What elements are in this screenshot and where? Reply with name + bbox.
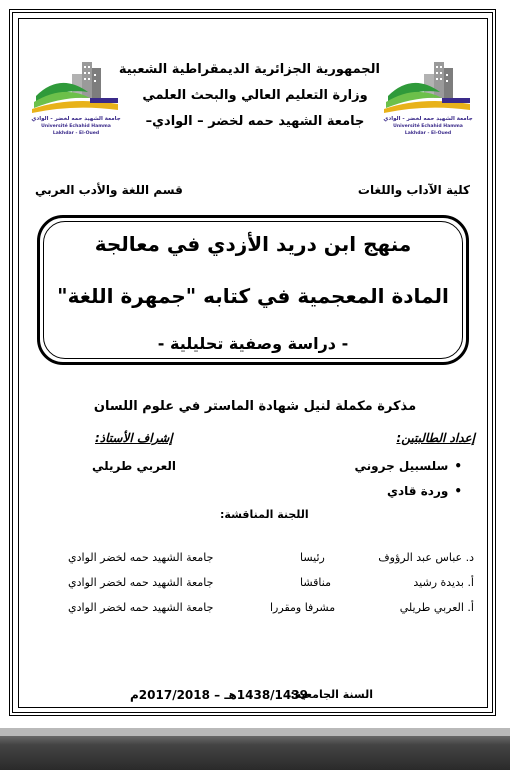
committee-member-institution: جامعة الشهيد حمه لخضر الوادي <box>68 551 214 564</box>
student-name-1: • سلسبيل جروني <box>355 459 463 473</box>
supervisor-name: العربي طريلي <box>92 459 176 473</box>
logo-caption-ar: جامعة الشهيد حمه لخضر - الوادي <box>383 116 473 122</box>
university-logo-right <box>382 52 474 136</box>
academic-year-value: 1438/1439هـ – 2017/2018م <box>130 688 308 702</box>
university-emblem-icon <box>382 52 474 114</box>
university-emblem-icon <box>30 52 122 114</box>
committee-member-name: أ. العربي طريلي <box>399 601 474 614</box>
university-logo-left <box>30 52 122 136</box>
student-name-2: • وردة قادي <box>387 484 462 498</box>
logo-caption-fr: Université Echahid Hamma Lakhdar - El-Oued <box>41 124 111 136</box>
country-name: الجمهورية الجزائرية الديمقراطية الشعبية <box>118 62 380 77</box>
academic-year-label: السنة الجامعية: <box>290 688 373 701</box>
thesis-title-line2: المادة المعجمية في كتابه "جمهرة اللغة" <box>57 284 449 308</box>
committee-label: اللجنة المناقشة: <box>220 508 309 521</box>
faculty-name: كلية الآداب واللغات <box>357 183 470 197</box>
committee-member-institution: جامعة الشهيد حمه لخضر الوادي <box>68 576 214 589</box>
supervisor-label: إشراف الأستاذ: <box>95 431 173 445</box>
logo-caption-ar: جامعة الشهيد حمه لخضر - الوادي <box>31 116 121 122</box>
bottom-viewer-bar <box>0 728 510 770</box>
committee-member-role: رئيسا <box>300 551 325 564</box>
committee-member-role: مناقشا <box>300 576 331 589</box>
prepared-by-label: إعداد الطالبتين: <box>396 431 475 445</box>
committee-member-role: مشرفا ومقررا <box>270 601 336 614</box>
logo-caption-fr: Université Echahid Hamma Lakhdar - El-Oued <box>393 124 463 136</box>
committee-member-name: د. عباس عبد الرؤوف <box>378 551 474 564</box>
thesis-degree-note: مذكرة مكملة لنيل شهادة الماستر في علوم اللسان <box>93 399 417 414</box>
ministry-name: وزارة التعليم العالي والبحث العلمي <box>142 88 368 103</box>
committee-member-institution: جامعة الشهيد حمه لخضر الوادي <box>68 601 214 614</box>
thesis-title-line1: منهج ابن دريد الأزدي في معالجة <box>94 232 412 256</box>
thesis-subtitle: - دراسة وصفية تحليلية - <box>157 334 349 353</box>
committee-member-name: أ. بديدة رشيد <box>413 576 474 589</box>
university-name: جامعة الشهيد حمه لخضر – الوادي– <box>145 114 365 129</box>
department-name: قسم اللغة والأدب العربي <box>35 183 183 197</box>
